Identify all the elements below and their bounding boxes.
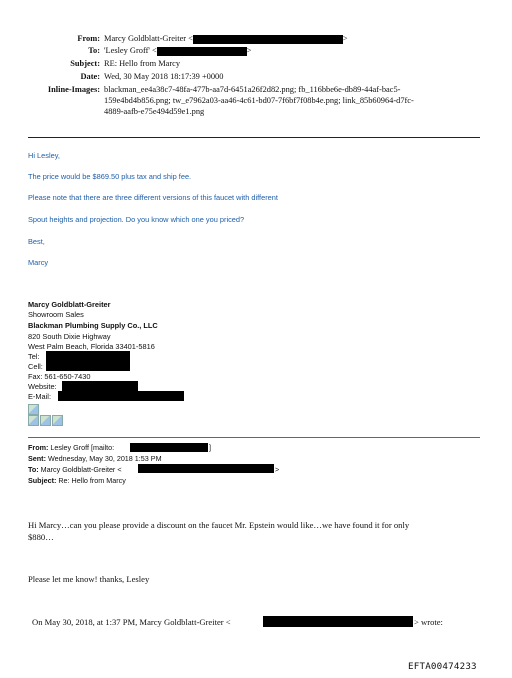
reply-closing: Best, bbox=[28, 237, 45, 246]
redaction-bar bbox=[193, 35, 343, 44]
signature-website: Website: bbox=[28, 382, 57, 391]
fwd-from-row: From: Lesley Groff [mailto: bbox=[28, 443, 115, 452]
inline-images-line-2: 159e4bd4b856.png; tw_e7962a03-aa46-4c61-bd07-7f6bf7f08b4e.png; link_85b60964-d7fc- bbox=[104, 96, 414, 105]
to-label: To: bbox=[88, 46, 100, 55]
signature-cell: Cell: bbox=[28, 362, 43, 371]
redaction-bar bbox=[138, 464, 274, 473]
redaction-bar bbox=[62, 381, 138, 391]
signature-fax: Fax: 561-650-7430 bbox=[28, 372, 91, 381]
link-image-icon[interactable] bbox=[52, 415, 63, 426]
redaction-bar bbox=[46, 351, 130, 361]
signature-tel: Tel: bbox=[28, 352, 40, 361]
redaction-bar bbox=[263, 616, 413, 627]
reply-versions-line: Please note that there are three different versions of this faucet with different bbox=[28, 193, 278, 202]
subject-value: RE: Hello from Marcy bbox=[104, 59, 181, 68]
quote-attribution: On May 30, 2018, at 1:37 PM, Marcy Goldblatt-Greiter < bbox=[32, 617, 231, 627]
redaction-bar bbox=[130, 443, 208, 452]
fwd-subject-row: Subject: Re: Hello from Marcy bbox=[28, 476, 126, 485]
date-value: Wed, 30 May 2018 18:17:39 +0000 bbox=[104, 72, 224, 81]
inline-images-line-1: blackman_ee4a38c7-48fa-477b-aa7d-6451a26f2d82.png; fb_116bbe6e-db89-44af-bac5- bbox=[104, 85, 401, 94]
from-value: Marcy Goldblatt-Greiter < bbox=[104, 34, 193, 43]
message-para-2: Please let me know! thanks, Lesley bbox=[28, 574, 150, 584]
fwd-subject-value: Re: Hello from Marcy bbox=[58, 476, 126, 485]
redaction-bar bbox=[46, 361, 130, 371]
reply-price-line: The price would be $869.50 plus tax and ship fee. bbox=[28, 172, 192, 181]
date-label: Date: bbox=[80, 72, 100, 81]
message-para-1-line-1: Hi Marcy…can you please provide a discount on the faucet Mr. Epstein would like…we have found it for only bbox=[28, 520, 410, 530]
fwd-to-value: Marcy Goldblatt-Greiter < bbox=[40, 465, 122, 474]
signature-address-1: 820 South Dixie Highway bbox=[28, 332, 111, 341]
document-id: EFTA00474233 bbox=[408, 661, 477, 672]
fwd-from-value: Lesley Groff [mailto: bbox=[50, 443, 115, 452]
from-label: From: bbox=[77, 34, 100, 43]
signature-email: E-Mail: bbox=[28, 392, 51, 401]
social-icons bbox=[28, 404, 64, 426]
header-divider bbox=[28, 137, 480, 138]
facebook-image-icon[interactable] bbox=[28, 415, 39, 426]
signature-name: Marcy Goldblatt-Greiter bbox=[28, 300, 111, 309]
forward-divider bbox=[28, 437, 480, 438]
redaction-bar bbox=[58, 391, 184, 401]
inline-images-line-3: 4889-aafb-e75e494d59e1.png bbox=[104, 107, 205, 116]
fwd-sent-value: Wednesday, May 30, 2018 1:53 PM bbox=[47, 454, 162, 463]
signature-company: Blackman Plumbing Supply Co., LLC bbox=[28, 321, 158, 330]
subject-label: Subject: bbox=[70, 59, 100, 68]
reply-greeting: Hi Lesley, bbox=[28, 151, 60, 160]
redaction-bar bbox=[157, 47, 247, 56]
to-value: 'Lesley Groff' < bbox=[104, 46, 157, 55]
fwd-to-row: To: Marcy Goldblatt-Greiter < bbox=[28, 465, 122, 474]
reply-question-line: Spout heights and projection. Do you know which one you priced? bbox=[28, 215, 245, 224]
reply-name: Marcy bbox=[28, 258, 49, 267]
signature-address-2: West Palm Beach, Florida 33401-5816 bbox=[28, 342, 155, 351]
twitter-image-icon[interactable] bbox=[40, 415, 51, 426]
fwd-sent-row: Sent: Wednesday, May 30, 2018 1:53 PM bbox=[28, 454, 162, 463]
message-para-1-line-2: $880… bbox=[28, 532, 54, 542]
signature-title: Showroom Sales bbox=[28, 310, 84, 319]
blackman-logo-image-icon[interactable] bbox=[28, 404, 39, 415]
inline-images-label: Inline-Images: bbox=[47, 85, 100, 94]
